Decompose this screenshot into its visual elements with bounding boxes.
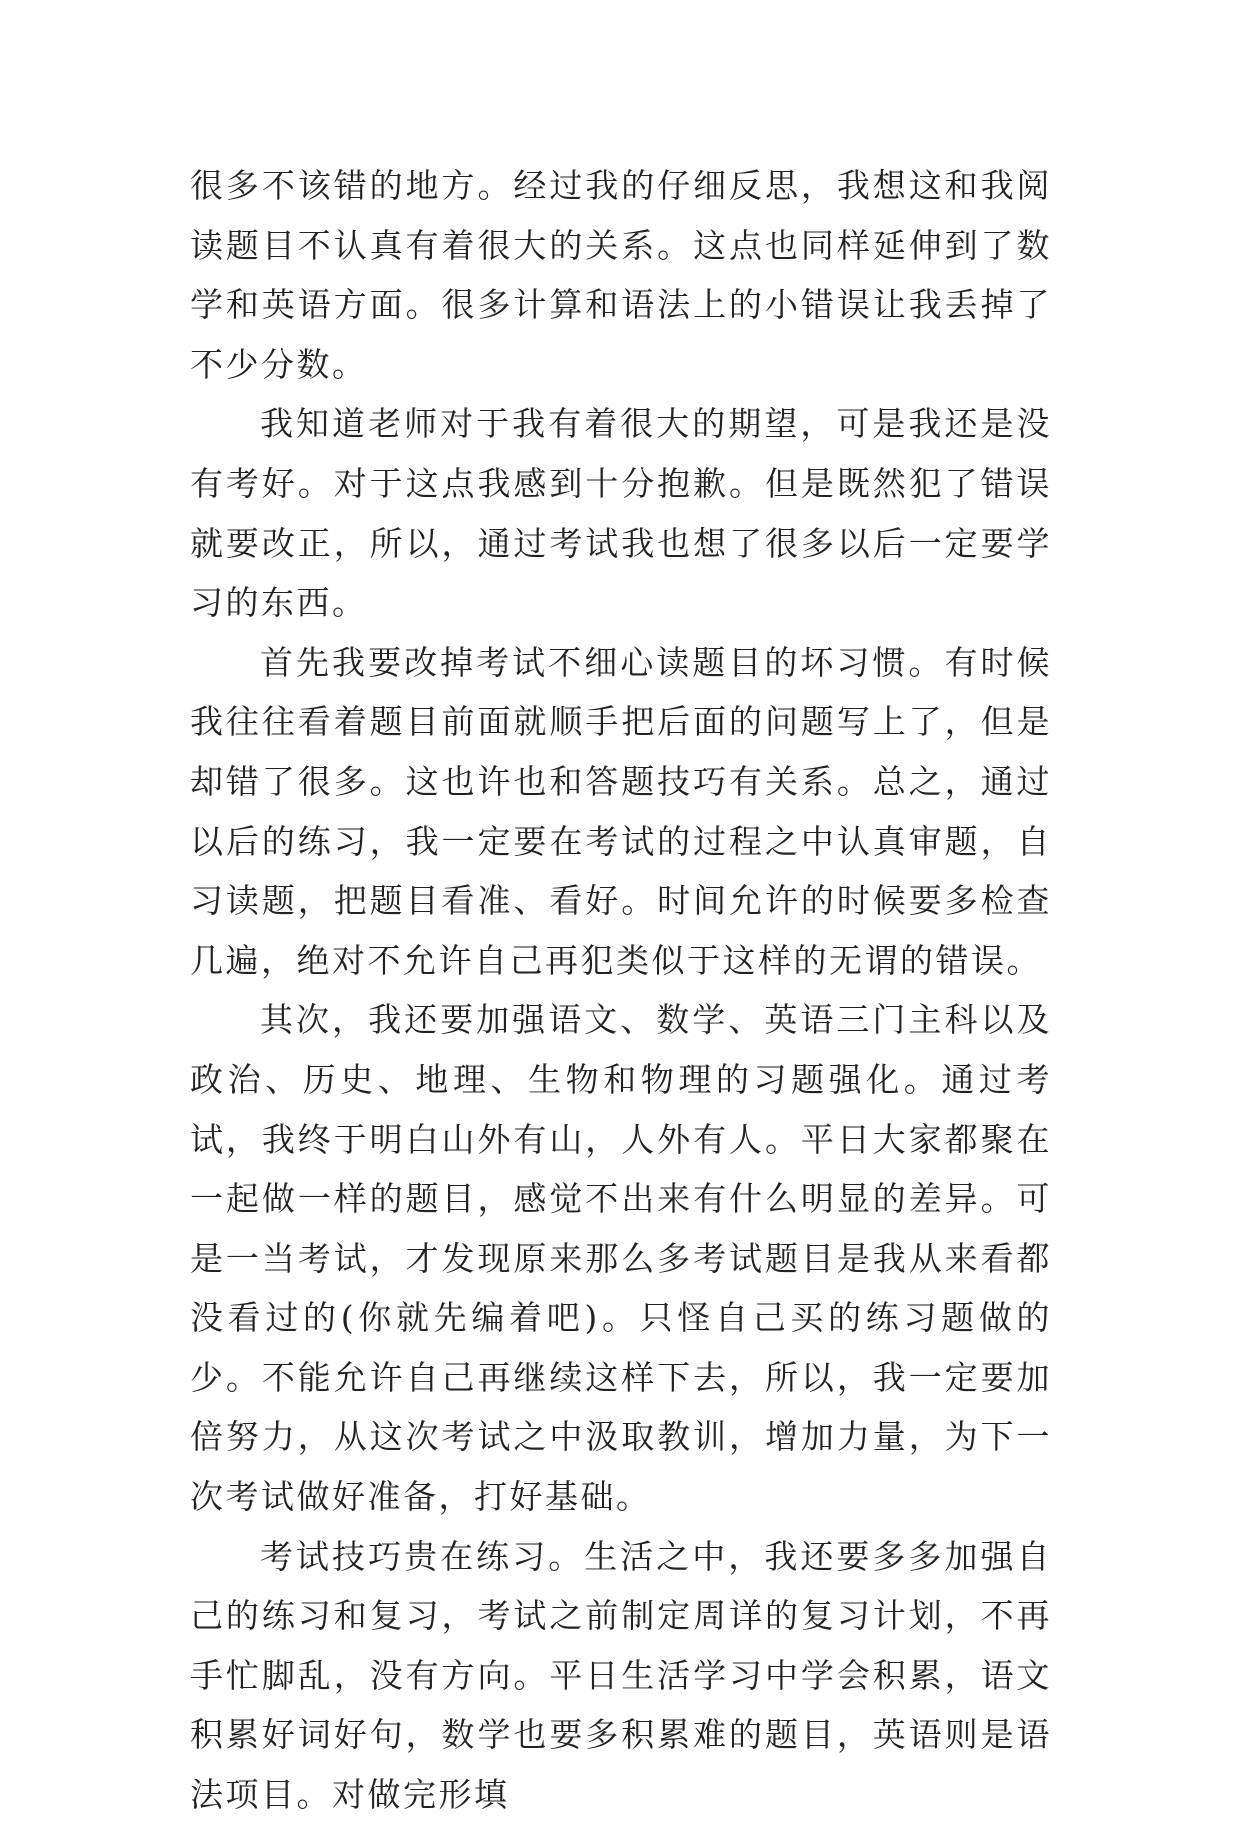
paragraph: 考试技巧贵在练习。生活之中，我还要多多加强自己的练习和复习，考试之前制定周详的复习计划，不再手忙脚乱，没有方向。平日生活学习中学会积累，语文积累好词好句，数学也要多积累难的题目，英语则是语法项目。对做完形填 xyxy=(190,1536,1052,1815)
document-body xyxy=(190,156,1052,1825)
paragraph: 其次，我还要加强语文、数学、英语三门主科以及政治、历史、地理、生物和物理的习题强化。通过考试，我终于明白山外有山，人外有人。平日大家都聚在一起做一样的题目，感觉不出来有什么明显的差异。可是一当考试，才发现原来那么多考试题目是我从来看都没看过的(你就先编着吧)。只怪自己买的练习题做的少。不能允许自己再继续这样下去，所以，我一定要加倍努力，从这次考试之中汲取教训，增加力量，为下一次考试做好准备，打好基础。 xyxy=(190,1000,1052,1517)
paragraph: 我知道老师对于我有着很大的期望，可是我还是没有考好。对于这点我感到十分抱歉。但是既然犯了错误就要改正，所以，通过考试我也想了很多以后一定要学习的东西。 xyxy=(190,404,1052,623)
paragraph-continuation: 很多不该错的地方。经过我的仔细反思，我想这和我阅读题目不认真有着很大的关系。这点也同样延伸到了数学和英语方面。很多计算和语法上的小错误让我丢掉了不少分数。 xyxy=(190,166,1052,384)
paragraph: 首先我要改掉考试不细心读题目的坏习惯。有时候我往往看着题目前面就顺手把后面的问题写上了，但是却错了很多。这也许也和答题技巧有关系。总之，通过以后的练习，我一定要在考试的过程之中认真审题，自习读题，把题目看准、看好。时间允许的时候要多检查几遍，绝对不允许自己再犯类似于这样的无谓的错误。 xyxy=(190,642,1052,980)
